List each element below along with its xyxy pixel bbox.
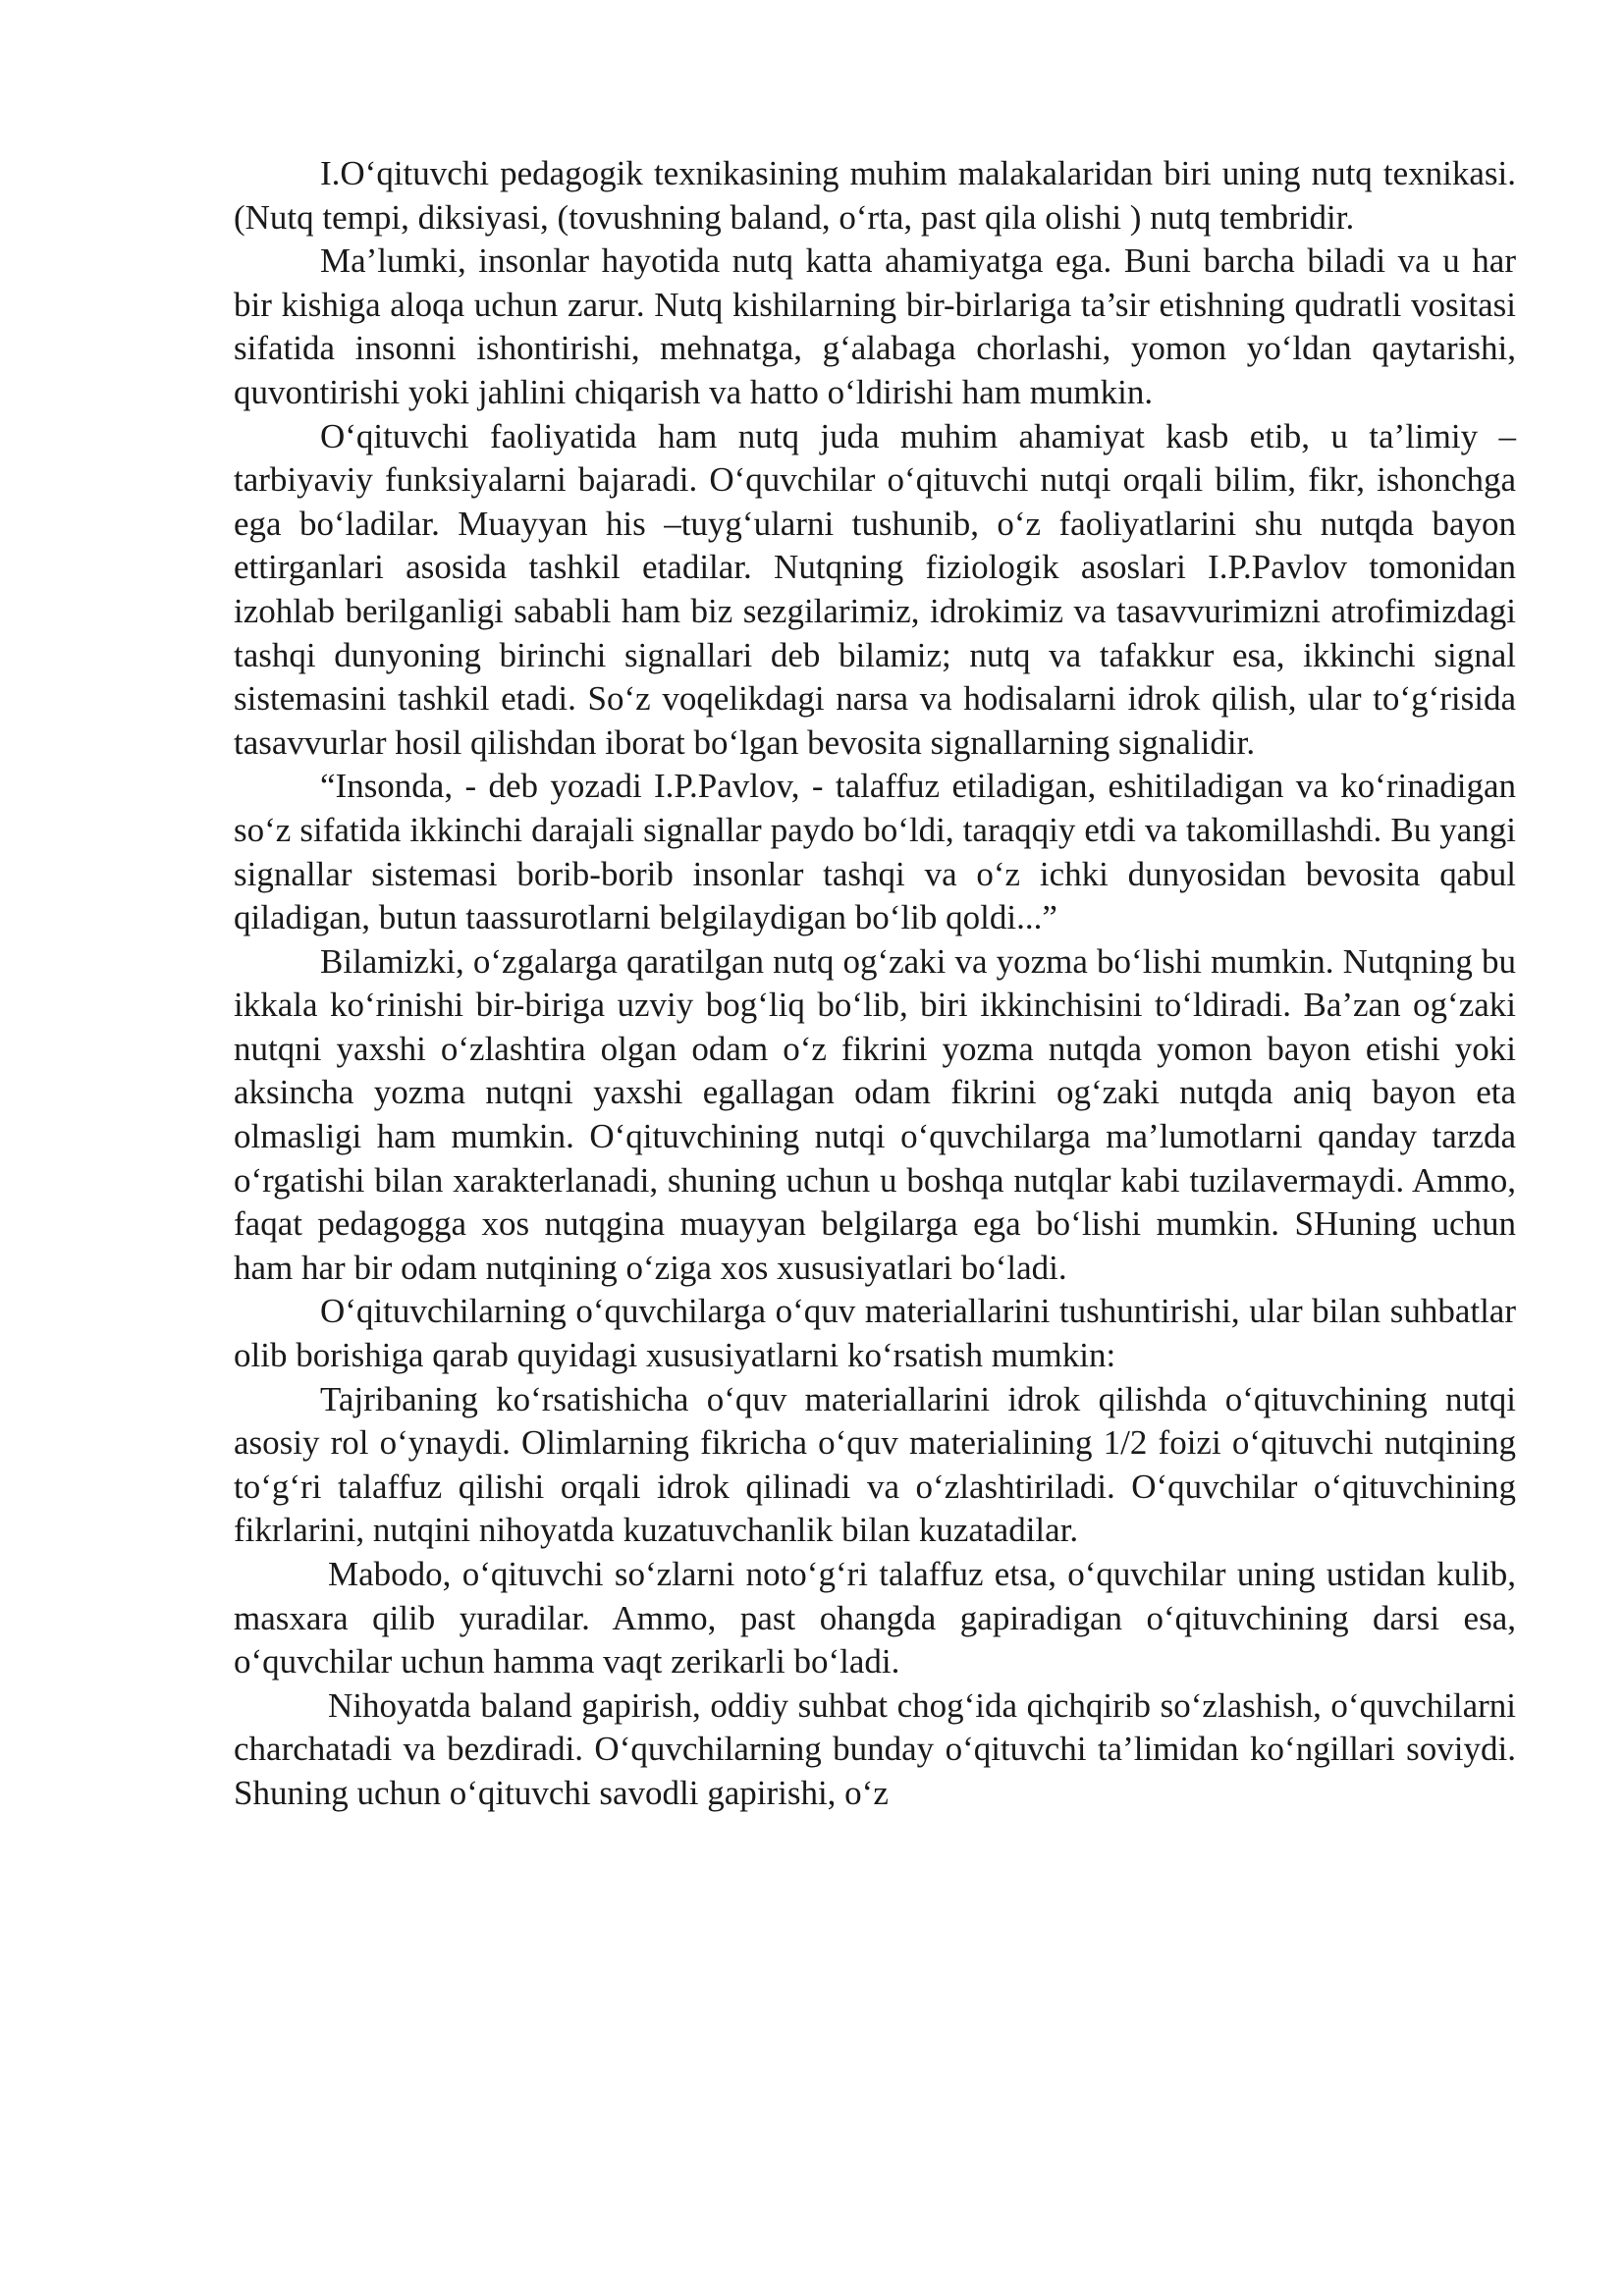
paragraph-9: Nihoyatda baland gapirish, oddiy suhbat chog‘ida qichqirib so‘zlashish, o‘quvchilarni charchatadi va bezdiradi. O‘quvchilarning bunday o‘qituvchi ta’limidan ko‘ngillari soviydi. Shuning uchun o‘qituvchi savodli gapirishi, o‘z — [234, 1685, 1516, 1812]
paragraph-5: Bilamizki, o‘zgalarga qaratilgan nutq og‘zaki va yozma bo‘lishi mumkin. Nutqning bu ikkala ko‘rinishi bir-biriga uzviy bog‘liq bo‘lib, biri ikkinchisini to‘ldiradi. Ba’zan og‘zaki nutqni yaxshi o‘zlashtira olgan odam o‘z fikrini yozma nutqda yomon bayon etishi yoki aksincha yozma nutqni yaxshi egallagan odam fikrini og‘zaki nutqda aniq bayon eta olmasligi ham mumkin. O‘qituvchining nutqi o‘quvchilarga ma’lumotlarni qanday tarzda o‘rgatishi bilan xarakterlanadi, shuning uchun u boshqa nutqlar kabi tuzilavermaydi. Ammo, faqat pedagogga xos nutqgina muayyan belgilarga ega bo‘lishi mumkin. SHuning uchun ham har bir odam nutqining o‘ziga xos xususiyatlari bo‘ladi. — [234, 941, 1516, 1287]
document-page — [234, 152, 1516, 1816]
paragraph-1: I.O‘qituvchi pedagogik texnikasining muhim malakalaridan biri uning nutq texnikasi. (Nutq tempi, diksiyasi, (tovushning baland, o‘rta, past qila olishi ) nutq tembridir. — [234, 154, 1516, 237]
paragraph-8: Mabodo, o‘qituvchi so‘zlarni noto‘g‘ri talaffuz etsa, o‘quvchilar uning ustidan kulib, masxara qilib yuradilar. Ammo, past ohangda gapiradigan o‘qituvchining darsi esa, o‘quvchilar uchun hamma vaqt zerikarli bo‘ladi. — [234, 1555, 1516, 1682]
paragraph-3: O‘qituvchi faoliyatida ham nutq juda muhim ahamiyat kasb etib, u ta’limiy – tarbiyaviy funksiyalarni bajaradi. O‘quvchilar o‘qituvchi nutqi orqali bilim, fikr, ishonchga ega bo‘ladilar. Muayyan his –tuyg‘ularni tushunib, o‘z faoliyatlarini shu nutqda bayon ettirganlari asosida tashkil etadilar. Nutqning fiziologik asoslari I.P.Pavlov tomonidan izohlab berilganligi sababli ham biz sezgilarimiz, idrokimiz va tasavvurimizni atrofimizdagi tashqi dunyoning birinchi signallari deb bilamiz; nutq va tafakkur esa, ikkinchi signal sistemasini tashkil etadi. So‘z voqelikdagi narsa va hodisalarni idrok qilish, ular to‘g‘risida tasavvurlar hosil qilishdan iborat bo‘lgan bevosita signallarning signalidir. — [234, 416, 1516, 762]
paragraph-2: Ma’lumki, insonlar hayotida nutq katta ahamiyatga ega. Buni barcha biladi va u har bir kishiga aloqa uchun zarur. Nutq kishilarning bir-birlariga ta’sir etishning qudratli vositasi sifatida insonni ishontirishi, mehnatga, g‘alabaga chorlashi, yomon yo‘ldan qaytarishi, quvontirishi yoki jahlini chiqarish va hatto o‘ldirishi ham mumkin. — [234, 241, 1516, 411]
paragraph-7: Tajribaning ko‘rsatishicha o‘quv materiallarini idrok qilishda o‘qituvchining nutqi asosiy rol o‘ynaydi. Olimlarning fikricha o‘quv materialining 1/2 foizi o‘qituvchi nutqining to‘g‘ri talaffuz qilishi orqali idrok qilinadi va o‘zlashtiriladi. O‘quvchilar o‘qituvchining fikrlarini, nutqini nihoyatda kuzatuvchanlik bilan kuzatadilar. — [234, 1379, 1516, 1550]
paragraph-6: O‘qituvchilarning o‘quvchilarga o‘quv materiallarini tushuntirishi, ular bilan suhbatlar olib borishiga qarab quyidagi xususiyatlarni ko‘rsatish mumkin: — [234, 1292, 1516, 1375]
paragraph-4: “Insonda, - deb yozadi I.P.Pavlov, - talaffuz etiladigan, eshitiladigan va ko‘rinadigan so‘z sifatida ikkinchi darajali signallar paydo bo‘ldi, taraqqiy etdi va takomillashdi. Bu yangi signallar sistemasi borib-borib insonlar tashqi va o‘z ichki dunyosidan bevosita qabul qiladigan, butun taassurotlarni belgilaydigan bo‘lib qoldi...” — [234, 767, 1516, 937]
